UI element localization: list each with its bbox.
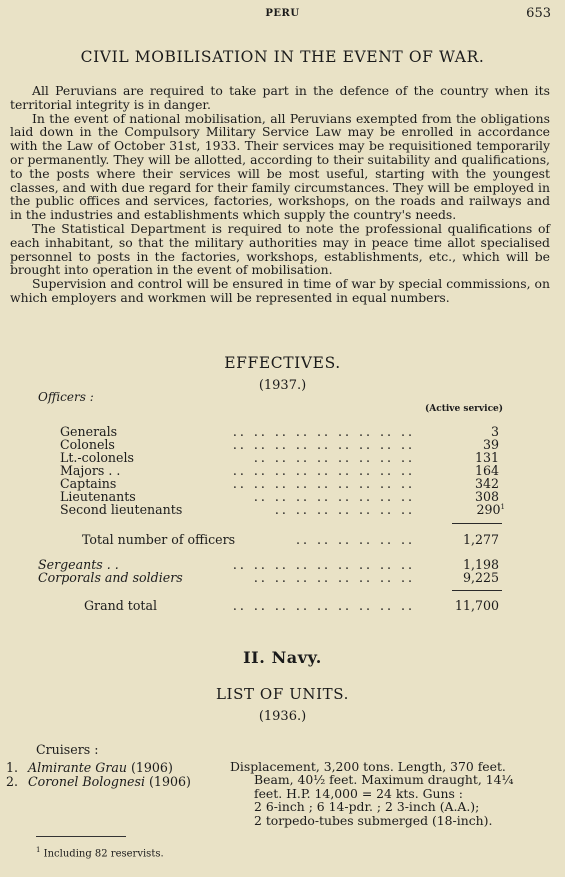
effectives-year: (1937.): [258, 378, 307, 393]
row-label: Captains: [60, 476, 117, 491]
cruisers-label: Cruisers :: [36, 742, 99, 757]
paragraph-3: The Statistical Department is required to note the professional qualifications of each inhabitant, so that the military authorities may in peace time allot specialised personnel to posts in the factories, workshops, establishments, etc., which will be brought into operation in the event of mobilisation.: [10, 220, 550, 278]
section-title: CIVIL MOBILISATION IN THE EVENT OF WAR.: [80, 48, 485, 66]
leader-dots: .. .. .. .. .. .. .. ..: [253, 450, 415, 465]
table-row: [0, 450, 565, 464]
leader-dots: .. .. .. .. .. .. .. .. ..: [232, 424, 415, 439]
ship-name: Coronel Bolognesi: [28, 774, 145, 789]
table-row: [0, 424, 565, 438]
effectives-title: EFFECTIVES.: [224, 354, 341, 372]
row-label: Second lieutenants: [60, 502, 183, 517]
footnote-mark: 1: [36, 846, 41, 854]
cruiser-specifications: [230, 760, 556, 827]
row-label: Total number of officers: [82, 532, 236, 547]
ship-year: (1906): [149, 774, 191, 789]
leader-dots: .. .. .. .. .. ..: [295, 532, 415, 547]
spec-line: Displacement, 3,200 tons. Length, 370 feet.: [230, 759, 506, 774]
footnote-text: Including 82 reservists.: [43, 848, 164, 860]
navy-heading: II. Navy.: [243, 648, 322, 667]
row-label: Majors . .: [60, 463, 121, 478]
leader-dots: .. .. .. .. .. .. .. .. ..: [232, 557, 415, 572]
row-value: 39: [482, 437, 499, 452]
ship-name: Almirante Grau: [28, 760, 127, 775]
leader-dots: .. .. .. .. .. .. .. ..: [253, 570, 415, 585]
row-value: 9,225: [462, 570, 499, 585]
row-label: Lieutenants: [60, 489, 136, 504]
leader-dots: .. .. .. .. .. .. ..: [274, 502, 415, 517]
row-value: 11,700: [454, 598, 499, 613]
table-row: [0, 489, 565, 503]
table-row-grand-total: [0, 598, 565, 612]
footnote: [36, 846, 164, 859]
page-number: 653: [526, 6, 551, 21]
paragraph-1: All Peruvians are required to take part in the defence of the country when its territorial integrity is in danger.: [10, 83, 550, 112]
row-value: 131: [474, 450, 499, 465]
row-label: Sergeants . .: [38, 557, 119, 572]
row-value: $290^1$: [476, 502, 505, 517]
table-row: [0, 502, 565, 516]
running-header-country: PERU: [265, 8, 300, 19]
spec-line: 2 6-inch ; 6 14-pdr. ; 2 3-inch (A.A.);: [254, 799, 480, 815]
table-row: [0, 463, 565, 477]
leader-dots: .. .. .. .. .. .. .. .. ..: [232, 437, 415, 452]
row-value: 308: [474, 489, 499, 504]
running-header: [0, 6, 565, 26]
paragraph-4: Supervision and control will be ensured in time of war by special commissions, on which employers and workmen will be represented in equal numbers.: [10, 276, 550, 305]
table-row-total-officers: [0, 532, 565, 546]
ship-number: 1.: [6, 760, 19, 775]
ship-year: (1906): [130, 760, 173, 775]
leader-dots: .. .. .. .. .. .. .. ..: [253, 489, 415, 504]
row-value: 3: [490, 424, 499, 439]
row-label: Lt.-colonels: [60, 450, 134, 465]
body-text: [10, 84, 550, 305]
row-label: Colonels: [60, 437, 115, 452]
list-of-units-title: LIST OF UNITS.: [215, 685, 349, 703]
footnote-rule: [36, 836, 126, 837]
footnote-ref: 1: [500, 502, 505, 511]
list-of-units-year: (1936.): [258, 709, 307, 724]
table-row: [0, 437, 565, 451]
row-label: Corporals and soldiers: [38, 570, 183, 585]
row-value: 1,198: [462, 557, 499, 572]
spec-line: 2 torpedo-tubes submerged (18-inch).: [254, 812, 493, 828]
list-item: [6, 760, 173, 775]
table-row: [0, 570, 565, 584]
leader-dots: .. .. .. .. .. .. .. .. ..: [232, 463, 415, 478]
row-value: 342: [474, 476, 499, 491]
list-item: [6, 774, 191, 789]
spec-line: Beam, 40½ feet. Maximum draught, 14¼: [254, 772, 514, 788]
ship-number: 2.: [6, 774, 19, 789]
spec-line: feet. H.P. 14,000 = 24 kts. Guns :: [254, 785, 463, 801]
active-service-header: (Active service): [425, 404, 504, 414]
total-rule: [452, 590, 502, 591]
row-value: 1,277: [462, 532, 499, 547]
leader-dots: .. .. .. .. .. .. .. .. ..: [232, 476, 415, 491]
subtotal-rule: [452, 523, 502, 524]
table-row: [0, 557, 565, 571]
leader-dots: .. .. .. .. .. .. .. .. ..: [232, 598, 415, 613]
row-label: Generals: [60, 424, 118, 439]
officers-label: Officers :: [38, 390, 94, 404]
paragraph-2: In the event of national mobilisation, all Peruvians exempted from the obligations laid down in the Compulsory Military Service Law may be enrolled in accordance with the Law of October 31st, 1933. Their services may be requisitioned temporarily or permanently. They will be allotted, according to their suitability and qualifications, to the posts where their services will be most useful, starting with the youngest classes, and with due regard for their family circumstances. They will be employed in the public offices and services, factories, workshops, on the roads and railways and in the industries and establishments which supply the country's needs.: [10, 110, 550, 223]
table-row: [0, 476, 565, 490]
row-label: Grand total: [84, 598, 158, 613]
row-value: 164: [474, 463, 499, 478]
